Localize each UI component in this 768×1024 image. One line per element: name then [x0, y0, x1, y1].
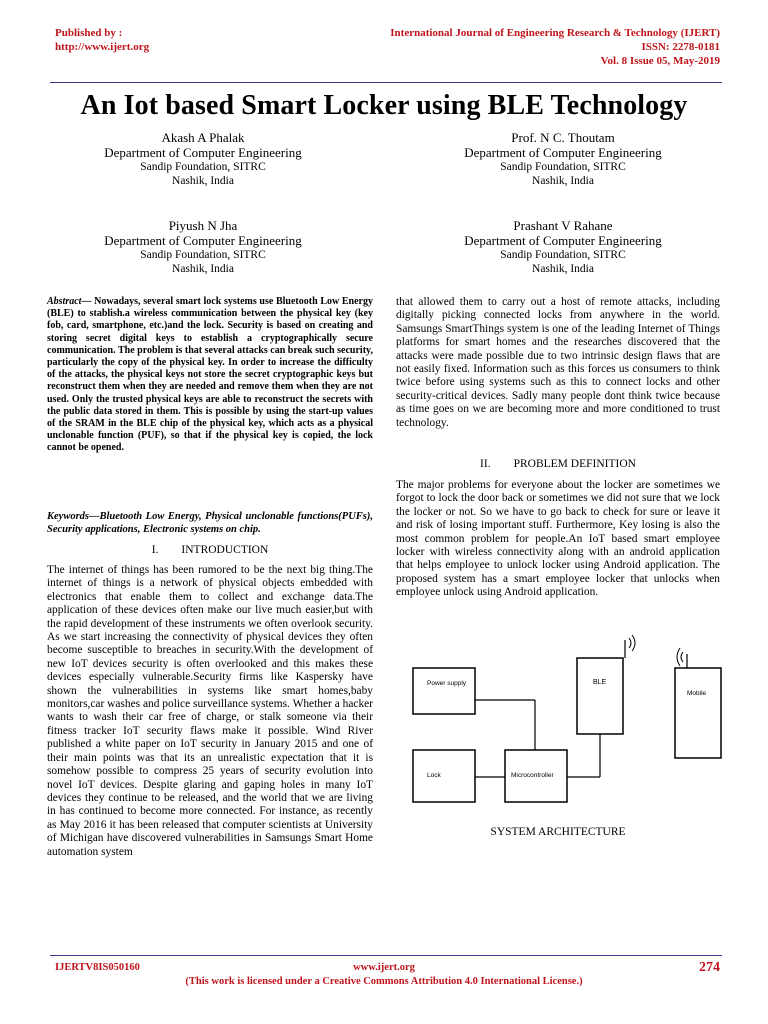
- published-by: Published by :: [55, 27, 123, 39]
- abstract-lead: Abstract—: [47, 296, 92, 307]
- footer-paper-id: IJERTV8IS050160: [55, 962, 140, 973]
- author-name: Prof. N C. Thoutam: [511, 130, 615, 145]
- lock-label: Lock: [427, 772, 441, 779]
- author-org: Sandip Foundation, SITRC: [140, 161, 266, 173]
- mobile-label: Mobile: [687, 690, 707, 697]
- author-block-3: [33, 218, 373, 276]
- abstract-text: Nowadays, several smart lock systems use Bluetooth Low Energy (BLE) to stablish.a wireless communication between the physical key (key fob, card, smartphone, etc.)and the lock. Security is based on creating and storing secret digital keys to establish a cryptographically secure communication. The problem is that several attacks can break such security, particularly the copy of the physical key. In order to increase the difficulty of the attacks, the physical keys not store the secret cryptographic keys but reconstruct them when they are needed and remove them when they are not used. Only the trusted physical keys are able to reconstruct the secrets with the public data stored in them. This is possible by using the start-up values of the SRAM in the BLE chip of the physical key, which acts as a physical unclonable function (PUF), so that if the physical key is copied, the lock cannot be opened.: [47, 296, 373, 454]
- author-dept: Department of Computer Engineering: [464, 145, 662, 160]
- paper-title: An Iot based Smart Locker using BLE Technology: [80, 90, 688, 121]
- diagram-caption: SYSTEM ARCHITECTURE: [490, 826, 626, 838]
- author-block-4: [393, 218, 733, 276]
- volume-issue: Vol. 8 Issue 05, May-2019: [600, 55, 720, 67]
- header-rule: [50, 82, 722, 83]
- issn: ISSN: 2278-0181: [641, 41, 720, 53]
- author-name: Prashant V Rahane: [513, 218, 613, 233]
- footer-license: (This work is licensed under a Creative Commons Attribution 4.0 International License.): [185, 976, 583, 987]
- author-city: Nashik, India: [172, 263, 234, 275]
- header-right: [390, 26, 720, 68]
- author-dept: Department of Computer Engineering: [464, 233, 662, 248]
- ble-wave-icon: [629, 638, 631, 648]
- ble-label: BLE: [593, 679, 607, 686]
- continued-text: that allowed them to carry out a host of remote attacks, including digitally picking connected locks from anywhere in the world. Samsungs SmartThings system is one of the leading Internet of Things platforms for smart homes and the researches discovered that the attacks were made possible due to two intrinsic design flaws that are not easily fixed. Information such as this forces us consumers to think twice before using systems such as this to connect locks and other security-critical devices. Sadly many people dont think twice because as time goes on we are becoming more and more conditioned to trust technology.: [396, 296, 720, 429]
- page-number: 274: [699, 960, 720, 975]
- author-city: Nashik, India: [172, 175, 234, 187]
- power-supply-box: [413, 668, 475, 714]
- author-org: Sandip Foundation, SITRC: [500, 249, 626, 261]
- author-dept: Department of Computer Engineering: [104, 145, 302, 160]
- introduction-text: The internet of things has been rumored to be the next big thing.The internet of things is a network of physical objects embedded with electronics that enable them to collect and exchange data.The application of these devices often make our live much easier,but with the rapid development of these instruments we often overlook security. As we start increasing the connectivity of physical devices they often become susceptible to breaches in security.With the development of new IoT devices security is often overlooked and this makes these devices especially vulnerable.Security firms like Kaspersky have shown the vulnerabilities in systems like smart homes,baby monitors,car washes and police surveillance systems. Whether a hacker wants to wash their car free of charge, or stalk someone via their fitness tracker IoT security flaws make it possible. Wind River published a white paper on IoT security in January 2015 and one of their main points was that its an unrealistic expectation that it is somehow possible to compress 25 years of security evolution into novel IoT devices. Despite glaring and gaping holes in many IoT devices they continue to be released, and the world that we are living in has continued to become more connected. For instance, as recently as May 2016 it has been released that computer scientists at University of Michigan have discovered vulnerabilities in Samsungs Smart Home automation system: [47, 564, 373, 858]
- author-block-1: [33, 130, 373, 188]
- power-supply-label: Power supply: [427, 680, 467, 687]
- ble-box: [577, 658, 623, 734]
- microcontroller-label: Microcontroller: [511, 772, 554, 779]
- author-org: Sandip Foundation, SITRC: [140, 249, 266, 261]
- section-heading-problem: II. PROBLEM DEFINITION: [480, 458, 636, 470]
- system-architecture-diagram: [395, 632, 725, 822]
- author-name: Piyush N Jha: [168, 218, 238, 233]
- mobile-wave-icon: [677, 648, 680, 666]
- author-city: Nashik, India: [532, 175, 594, 187]
- author-org: Sandip Foundation, SITRC: [500, 161, 626, 173]
- ble-wave-icon: [632, 635, 635, 651]
- journal-name: International Journal of Engineering Research & Technology (IJERT): [390, 27, 720, 39]
- footer-url[interactable]: www.ijert.org: [353, 962, 415, 973]
- keywords: Keywords—Bluetooth Low Energy, Physical unclonable functions(PUFs), Security applications, Electronic systems on chip.: [47, 511, 373, 535]
- problem-text: The major problems for everyone about the locker are sometimes we forgot to lock the door back or sometimes we did not sure that we lock the locker or not. So we have to go back to check for sure or leave it and risk of losing important stuff. Furthermore, Key losing is also the most common problem for people.An IoT based smart employee locker with wireless connectivity along with an android application that helps employee to unlock locker using Android application. The proposed system has a smart employee locker that unlocks when employee unlock using Android application.: [396, 479, 720, 599]
- author-city: Nashik, India: [532, 263, 594, 275]
- header-url[interactable]: http://www.ijert.org: [55, 41, 150, 53]
- author-block-2: [393, 130, 733, 188]
- author-name: Akash A Phalak: [161, 130, 245, 145]
- author-dept: Department of Computer Engineering: [104, 233, 302, 248]
- abstract: [47, 296, 373, 455]
- mobile-wave-icon: [681, 652, 683, 662]
- mobile-box: [675, 668, 721, 758]
- lock-box: [413, 750, 475, 802]
- footer-rule: [50, 955, 722, 956]
- header-left: [55, 26, 149, 54]
- section-heading-introduction: I. INTRODUCTION: [151, 544, 269, 556]
